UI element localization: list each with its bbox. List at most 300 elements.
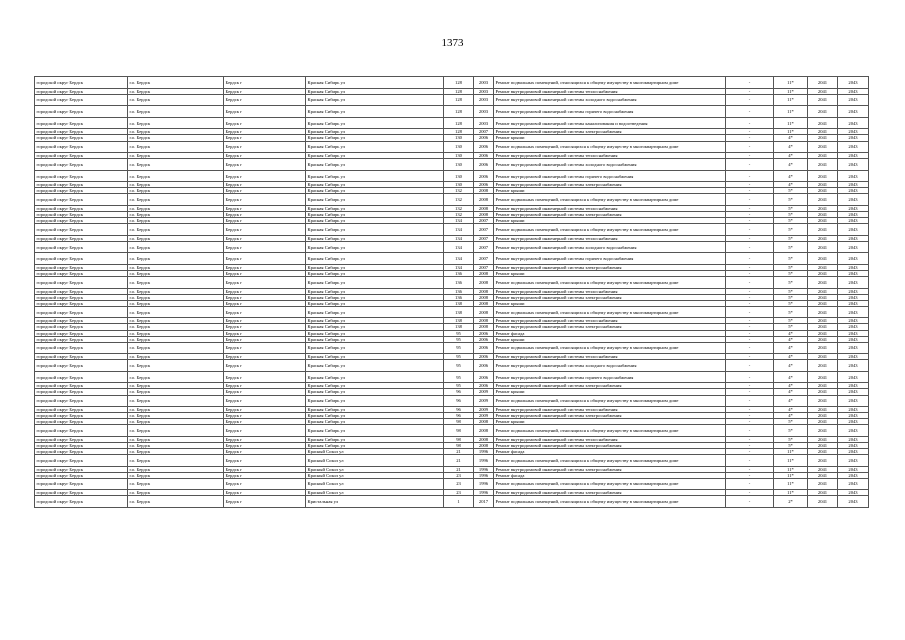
cell-floors: 5* xyxy=(774,224,808,236)
cell-settlement: г.о. Бердск xyxy=(128,241,224,253)
table-row xyxy=(35,224,869,236)
cell-work-type: Ремонт крыши xyxy=(494,188,726,194)
cell-plan-end: 2043 xyxy=(838,159,869,171)
cell-amount: - xyxy=(726,419,774,425)
cell-commission-year: 2017 xyxy=(474,496,494,508)
cell-locality: Бердск г xyxy=(224,288,306,294)
cell-floors: 4* xyxy=(774,182,808,188)
cell-floors: 11* xyxy=(774,94,808,106)
cell-amount: - xyxy=(726,413,774,419)
cell-municipality: городской округ Бердск xyxy=(35,94,128,106)
cell-settlement: г.о. Бердск xyxy=(128,224,224,236)
cell-plan-end: 2043 xyxy=(838,455,869,467)
cell-municipality: городской округ Бердск xyxy=(35,466,128,472)
cell-settlement: г.о. Бердск xyxy=(128,455,224,467)
cell-plan-end: 2043 xyxy=(838,271,869,277)
cell-amount: - xyxy=(726,159,774,171)
cell-street: Красная Сибирь ул xyxy=(306,336,444,342)
cell-floors: 5* xyxy=(774,324,808,330)
cell-municipality: городской округ Бердск xyxy=(35,330,128,336)
cell-plan-end: 2043 xyxy=(838,395,869,407)
cell-work-type: Ремонт внутридомовой инженерной системы электроснабжения xyxy=(494,466,726,472)
cell-street: Красная Сибирь ул xyxy=(306,182,444,188)
cell-commission-year: 2007 xyxy=(474,235,494,241)
cell-plan-start: 2041 xyxy=(808,330,838,336)
cell-plan-start: 2041 xyxy=(808,265,838,271)
cell-locality: Бердск г xyxy=(224,425,306,437)
cell-plan-end: 2043 xyxy=(838,77,869,89)
cell-commission-year: 2007 xyxy=(474,253,494,265)
cell-work-type: Ремонт внутридомовой инженерной системы канализования и водоотведения xyxy=(494,117,726,129)
cell-commission-year: 2008 xyxy=(474,212,494,218)
cell-floors: 11* xyxy=(774,448,808,454)
cell-commission-year: 2008 xyxy=(474,442,494,448)
cell-work-type: Ремонт внутридомовой инженерной системы горячего водоснабжения xyxy=(494,253,726,265)
cell-house-number: 134 xyxy=(444,235,474,241)
table-row xyxy=(35,170,869,182)
cell-work-type: Ремонт внутридомовой инженерной системы теплоснабжения xyxy=(494,407,726,413)
cell-street: Красная Сибирь ул xyxy=(306,342,444,354)
cell-locality: Бердск г xyxy=(224,170,306,182)
cell-locality: Бердск г xyxy=(224,490,306,496)
cell-plan-end: 2043 xyxy=(838,235,869,241)
table-row xyxy=(35,371,869,383)
cell-amount: - xyxy=(726,135,774,141)
cell-house-number: 136 xyxy=(444,294,474,300)
cell-amount: - xyxy=(726,425,774,437)
cell-locality: Бердск г xyxy=(224,371,306,383)
cell-commission-year: 2007 xyxy=(474,241,494,253)
cell-municipality: городской округ Бердск xyxy=(35,419,128,425)
cell-plan-end: 2043 xyxy=(838,277,869,289)
cell-settlement: г.о. Бердск xyxy=(128,117,224,129)
cell-floors: 11* xyxy=(774,455,808,467)
cell-settlement: г.о. Бердск xyxy=(128,170,224,182)
page-number: 1373 xyxy=(441,37,464,49)
cell-plan-end: 2043 xyxy=(838,336,869,342)
cell-commission-year: 2008 xyxy=(474,425,494,437)
cell-plan-end: 2043 xyxy=(838,88,869,94)
cell-plan-end: 2043 xyxy=(838,496,869,508)
cell-commission-year: 2006 xyxy=(474,383,494,389)
cell-work-type: Ремонт крыши xyxy=(494,389,726,395)
cell-plan-end: 2043 xyxy=(838,170,869,182)
cell-street: Красная Сибирь ул xyxy=(306,106,444,118)
table-row xyxy=(35,425,869,437)
cell-locality: Бердск г xyxy=(224,182,306,188)
cell-house-number: 138 xyxy=(444,318,474,324)
cell-floors: 11* xyxy=(774,466,808,472)
cell-amount: - xyxy=(726,306,774,318)
cell-street: Красная Сибирь ул xyxy=(306,77,444,89)
cell-floors: 11* xyxy=(774,77,808,89)
cell-floors: 5* xyxy=(774,442,808,448)
cell-plan-end: 2043 xyxy=(838,306,869,318)
cell-locality: Бердск г xyxy=(224,455,306,467)
cell-amount: - xyxy=(726,182,774,188)
cell-amount: - xyxy=(726,318,774,324)
table-row xyxy=(35,306,869,318)
cell-house-number: 132 xyxy=(444,194,474,206)
cell-plan-start: 2041 xyxy=(808,442,838,448)
cell-amount: - xyxy=(726,212,774,218)
cell-plan-start: 2041 xyxy=(808,496,838,508)
cell-house-number: 134 xyxy=(444,241,474,253)
cell-municipality: городской округ Бердск xyxy=(35,342,128,354)
cell-plan-end: 2043 xyxy=(838,224,869,236)
cell-amount: - xyxy=(726,153,774,159)
cell-municipality: городской округ Бердск xyxy=(35,436,128,442)
cell-locality: Бердск г xyxy=(224,88,306,94)
cell-house-number: 130 xyxy=(444,153,474,159)
cell-municipality: городской округ Бердск xyxy=(35,395,128,407)
cell-settlement: г.о. Бердск xyxy=(128,478,224,490)
cell-floors: 4* xyxy=(774,389,808,395)
cell-plan-start: 2041 xyxy=(808,135,838,141)
cell-plan-end: 2043 xyxy=(838,425,869,437)
cell-locality: Бердск г xyxy=(224,188,306,194)
cell-floors: 5* xyxy=(774,235,808,241)
cell-house-number: 132 xyxy=(444,212,474,218)
cell-street: Красная Сибирь ул xyxy=(306,135,444,141)
cell-street: Красный Сокол ул xyxy=(306,466,444,472)
cell-plan-start: 2041 xyxy=(808,170,838,182)
cell-plan-start: 2041 xyxy=(808,235,838,241)
cell-house-number: 98 xyxy=(444,419,474,425)
cell-work-type: Ремонт внутридомовой инженерной системы теплоснабжения xyxy=(494,153,726,159)
cell-plan-start: 2041 xyxy=(808,490,838,496)
cell-plan-start: 2041 xyxy=(808,106,838,118)
cell-work-type: Ремонт фасада xyxy=(494,472,726,478)
cell-commission-year: 2008 xyxy=(474,271,494,277)
cell-work-type: Ремонт внутридомовой инженерной системы холодного водоснабжения xyxy=(494,241,726,253)
table-row xyxy=(35,241,869,253)
cell-municipality: городской округ Бердск xyxy=(35,389,128,395)
cell-floors: 11* xyxy=(774,88,808,94)
cell-municipality: городской округ Бердск xyxy=(35,294,128,300)
table-row xyxy=(35,360,869,372)
cell-locality: Бердск г xyxy=(224,117,306,129)
cell-municipality: городской округ Бердск xyxy=(35,478,128,490)
cell-settlement: г.о. Бердск xyxy=(128,383,224,389)
cell-settlement: г.о. Бердск xyxy=(128,407,224,413)
cell-street: Красная Сибирь ул xyxy=(306,88,444,94)
table-row xyxy=(35,496,869,508)
cell-work-type: Ремонт внутридомовой инженерной системы электроснабжения xyxy=(494,265,726,271)
cell-floors: 11* xyxy=(774,478,808,490)
cell-work-type: Ремонт подвальных помещений, относящихся к общему имуществу в многоквартирном доме xyxy=(494,496,726,508)
cell-house-number: 23 xyxy=(444,478,474,490)
cell-plan-start: 2041 xyxy=(808,188,838,194)
cell-plan-start: 2041 xyxy=(808,206,838,212)
cell-plan-end: 2043 xyxy=(838,288,869,294)
cell-floors: 5* xyxy=(774,277,808,289)
cell-street: Красная Сибирь ул xyxy=(306,194,444,206)
cell-work-type: Ремонт внутридомовой инженерной системы холодного водоснабжения xyxy=(494,360,726,372)
cell-house-number: 138 xyxy=(444,300,474,306)
cell-commission-year: 2007 xyxy=(474,129,494,135)
cell-plan-start: 2041 xyxy=(808,342,838,354)
cell-municipality: городской округ Бердск xyxy=(35,288,128,294)
cell-house-number: 136 xyxy=(444,271,474,277)
cell-house-number: 130 xyxy=(444,135,474,141)
cell-municipality: городской округ Бердск xyxy=(35,88,128,94)
cell-commission-year: 1996 xyxy=(474,490,494,496)
cell-work-type: Ремонт внутридомовой инженерной системы горячего водоснабжения xyxy=(494,170,726,182)
cell-plan-end: 2043 xyxy=(838,354,869,360)
cell-plan-start: 2041 xyxy=(808,407,838,413)
cell-work-type: Ремонт подвальных помещений, относящихся к общему имуществу в многоквартирном доме xyxy=(494,141,726,153)
cell-floors: 4* xyxy=(774,342,808,354)
cell-plan-start: 2041 xyxy=(808,354,838,360)
cell-locality: Бердск г xyxy=(224,265,306,271)
cell-settlement: г.о. Бердск xyxy=(128,135,224,141)
cell-municipality: городской округ Бердск xyxy=(35,106,128,118)
cell-work-type: Ремонт крыши xyxy=(494,419,726,425)
cell-work-type: Ремонт фасада xyxy=(494,448,726,454)
cell-plan-end: 2043 xyxy=(838,212,869,218)
cell-municipality: городской округ Бердск xyxy=(35,224,128,236)
cell-floors: 4* xyxy=(774,395,808,407)
cell-work-type: Ремонт фасада xyxy=(494,330,726,336)
cell-settlement: г.о. Бердск xyxy=(128,395,224,407)
cell-plan-start: 2041 xyxy=(808,425,838,437)
cell-street: Красная Сибирь ул xyxy=(306,383,444,389)
cell-commission-year: 2008 xyxy=(474,277,494,289)
cell-street: Красная Сибирь ул xyxy=(306,206,444,212)
cell-plan-start: 2041 xyxy=(808,318,838,324)
cell-work-type: Ремонт подвальных помещений, относящихся к общему имуществу в многоквартирном доме xyxy=(494,277,726,289)
cell-amount: - xyxy=(726,383,774,389)
cell-commission-year: 2008 xyxy=(474,288,494,294)
cell-amount: - xyxy=(726,94,774,106)
cell-plan-start: 2041 xyxy=(808,153,838,159)
cell-street: Красная Сибирь ул xyxy=(306,170,444,182)
cell-commission-year: 2003 xyxy=(474,88,494,94)
cell-settlement: г.о. Бердск xyxy=(128,318,224,324)
cell-amount: - xyxy=(726,436,774,442)
cell-house-number: 130 xyxy=(444,170,474,182)
cell-commission-year: 1996 xyxy=(474,478,494,490)
cell-house-number: 138 xyxy=(444,324,474,330)
cell-floors: 5* xyxy=(774,419,808,425)
cell-amount: - xyxy=(726,389,774,395)
capital-repair-table xyxy=(34,76,869,508)
cell-locality: Бердск г xyxy=(224,354,306,360)
cell-commission-year: 2008 xyxy=(474,294,494,300)
cell-plan-start: 2041 xyxy=(808,271,838,277)
cell-floors: 11* xyxy=(774,106,808,118)
cell-house-number: 95 xyxy=(444,336,474,342)
cell-floors: 11* xyxy=(774,490,808,496)
cell-plan-start: 2041 xyxy=(808,218,838,224)
cell-plan-end: 2043 xyxy=(838,490,869,496)
cell-amount: - xyxy=(726,324,774,330)
cell-amount: - xyxy=(726,206,774,212)
cell-commission-year: 1996 xyxy=(474,455,494,467)
cell-plan-end: 2043 xyxy=(838,466,869,472)
cell-commission-year: 2006 xyxy=(474,159,494,171)
cell-work-type: Ремонт подвальных помещений, относящихся к общему имуществу в многоквартирном доме xyxy=(494,306,726,318)
table-row xyxy=(35,106,869,118)
cell-locality: Бердск г xyxy=(224,478,306,490)
cell-settlement: г.о. Бердск xyxy=(128,288,224,294)
cell-locality: Бердск г xyxy=(224,389,306,395)
cell-settlement: г.о. Бердск xyxy=(128,371,224,383)
cell-street: Красная Сибирь ул xyxy=(306,129,444,135)
cell-work-type: Ремонт внутридомовой инженерной системы электроснабжения xyxy=(494,294,726,300)
cell-floors: 5* xyxy=(774,253,808,265)
cell-municipality: городской округ Бердск xyxy=(35,371,128,383)
cell-street: Красная Сибирь ул xyxy=(306,413,444,419)
cell-house-number: 128 xyxy=(444,129,474,135)
cell-commission-year: 2006 xyxy=(474,170,494,182)
cell-plan-end: 2043 xyxy=(838,389,869,395)
cell-floors: 4* xyxy=(774,360,808,372)
cell-plan-start: 2041 xyxy=(808,478,838,490)
cell-street: Красная Сибирь ул xyxy=(306,436,444,442)
cell-municipality: городской округ Бердск xyxy=(35,413,128,419)
cell-plan-start: 2041 xyxy=(808,466,838,472)
cell-amount: - xyxy=(726,395,774,407)
cell-amount: - xyxy=(726,170,774,182)
cell-locality: Бердск г xyxy=(224,395,306,407)
cell-floors: 5* xyxy=(774,271,808,277)
cell-municipality: городской округ Бердск xyxy=(35,218,128,224)
cell-settlement: г.о. Бердск xyxy=(128,354,224,360)
cell-work-type: Ремонт подвальных помещений, относящихся к общему имуществу в многоквартирном доме xyxy=(494,224,726,236)
cell-municipality: городской округ Бердск xyxy=(35,360,128,372)
cell-municipality: городской округ Бердск xyxy=(35,336,128,342)
cell-municipality: городской округ Бердск xyxy=(35,496,128,508)
table-row xyxy=(35,342,869,354)
cell-street: Красная Сибирь ул xyxy=(306,141,444,153)
cell-locality: Бердск г xyxy=(224,330,306,336)
cell-municipality: городской округ Бердск xyxy=(35,170,128,182)
cell-amount: - xyxy=(726,300,774,306)
cell-work-type: Ремонт крыши xyxy=(494,300,726,306)
cell-settlement: г.о. Бердск xyxy=(128,271,224,277)
cell-street: Красная Сибирь ул xyxy=(306,253,444,265)
cell-work-type: Ремонт внутридомовой инженерной системы холодного водоснабжения xyxy=(494,159,726,171)
cell-municipality: городской округ Бердск xyxy=(35,194,128,206)
cell-plan-end: 2043 xyxy=(838,371,869,383)
cell-plan-start: 2041 xyxy=(808,371,838,383)
cell-amount: - xyxy=(726,466,774,472)
cell-street: Красная Сибирь ул xyxy=(306,389,444,395)
cell-municipality: городской округ Бердск xyxy=(35,300,128,306)
table-row xyxy=(35,94,869,106)
cell-floors: 4* xyxy=(774,330,808,336)
cell-house-number: 132 xyxy=(444,188,474,194)
cell-commission-year: 2008 xyxy=(474,188,494,194)
cell-work-type: Ремонт крыши xyxy=(494,271,726,277)
cell-street: Красная Сибирь ул xyxy=(306,94,444,106)
cell-house-number: 138 xyxy=(444,306,474,318)
cell-amount: - xyxy=(726,360,774,372)
cell-floors: 4* xyxy=(774,371,808,383)
cell-plan-start: 2041 xyxy=(808,360,838,372)
cell-floors: 4* xyxy=(774,407,808,413)
cell-amount: - xyxy=(726,342,774,354)
cell-commission-year: 1996 xyxy=(474,448,494,454)
cell-street: Красная Сибирь ул xyxy=(306,265,444,271)
cell-locality: Бердск г xyxy=(224,271,306,277)
cell-commission-year: 2008 xyxy=(474,419,494,425)
cell-locality: Бердск г xyxy=(224,436,306,442)
cell-floors: 5* xyxy=(774,288,808,294)
cell-commission-year: 2008 xyxy=(474,206,494,212)
cell-house-number: 21 xyxy=(444,466,474,472)
cell-locality: Бердск г xyxy=(224,324,306,330)
cell-floors: 4* xyxy=(774,354,808,360)
cell-settlement: г.о. Бердск xyxy=(128,294,224,300)
cell-plan-end: 2043 xyxy=(838,324,869,330)
cell-street: Красный Сокол ул xyxy=(306,490,444,496)
cell-plan-end: 2043 xyxy=(838,419,869,425)
cell-commission-year: 2008 xyxy=(474,318,494,324)
cell-floors: 5* xyxy=(774,194,808,206)
cell-street: Красная Сибирь ул xyxy=(306,288,444,294)
cell-plan-end: 2043 xyxy=(838,318,869,324)
cell-work-type: Ремонт крыши xyxy=(494,336,726,342)
cell-work-type: Ремонт внутридомовой инженерной системы холодного водоснабжения xyxy=(494,94,726,106)
cell-floors: 2* xyxy=(774,496,808,508)
cell-street: Красная Сибирь ул xyxy=(306,277,444,289)
cell-plan-end: 2043 xyxy=(838,206,869,212)
cell-street: Красный Сокол ул xyxy=(306,455,444,467)
cell-work-type: Ремонт внутридомовой инженерной системы горячего водоснабжения xyxy=(494,106,726,118)
cell-plan-start: 2041 xyxy=(808,413,838,419)
cell-settlement: г.о. Бердск xyxy=(128,159,224,171)
cell-plan-start: 2041 xyxy=(808,448,838,454)
cell-locality: Бердск г xyxy=(224,277,306,289)
cell-floors: 4* xyxy=(774,141,808,153)
cell-amount: - xyxy=(726,106,774,118)
cell-commission-year: 2007 xyxy=(474,218,494,224)
cell-plan-end: 2043 xyxy=(838,360,869,372)
cell-street: Красная Сибирь ул xyxy=(306,224,444,236)
cell-street: Красная Сибирь ул xyxy=(306,294,444,300)
cell-settlement: г.о. Бердск xyxy=(128,466,224,472)
cell-locality: Бердск г xyxy=(224,496,306,508)
cell-municipality: городской округ Бердск xyxy=(35,354,128,360)
cell-municipality: городской округ Бердск xyxy=(35,212,128,218)
cell-amount: - xyxy=(726,271,774,277)
cell-amount: - xyxy=(726,496,774,508)
cell-house-number: 23 xyxy=(444,472,474,478)
cell-settlement: г.о. Бердск xyxy=(128,129,224,135)
cell-commission-year: 2003 xyxy=(474,77,494,89)
cell-locality: Бердск г xyxy=(224,383,306,389)
cell-plan-start: 2041 xyxy=(808,306,838,318)
cell-locality: Бердск г xyxy=(224,212,306,218)
cell-plan-start: 2041 xyxy=(808,253,838,265)
cell-work-type: Ремонт внутридомовой инженерной системы теплоснабжения xyxy=(494,206,726,212)
cell-municipality: городской округ Бердск xyxy=(35,141,128,153)
cell-settlement: г.о. Бердск xyxy=(128,153,224,159)
cell-locality: Бердск г xyxy=(224,413,306,419)
cell-house-number: 134 xyxy=(444,265,474,271)
cell-house-number: 21 xyxy=(444,455,474,467)
cell-municipality: городской округ Бердск xyxy=(35,383,128,389)
cell-settlement: г.о. Бердск xyxy=(128,472,224,478)
cell-locality: Бердск г xyxy=(224,77,306,89)
cell-work-type: Ремонт внутридомовой инженерной системы электроснабжения xyxy=(494,383,726,389)
cell-municipality: городской округ Бердск xyxy=(35,235,128,241)
cell-house-number: 23 xyxy=(444,490,474,496)
cell-commission-year: 2008 xyxy=(474,324,494,330)
